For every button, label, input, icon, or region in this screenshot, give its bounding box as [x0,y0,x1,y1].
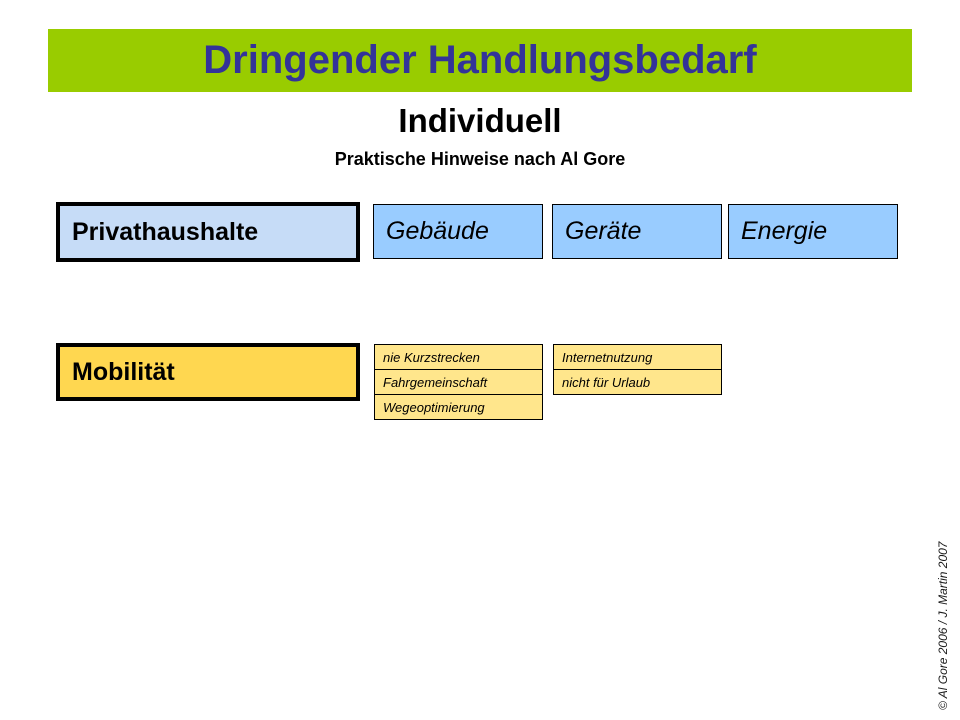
mobility-hints-column-1 [374,344,543,420]
item-box-gebaeude: Gebäude [373,204,543,259]
hint-box-internetnutzung: Internetnutzung [553,344,722,370]
slide-subtitle: Individuell [398,102,562,139]
mobility-hints-column-2 [553,344,722,395]
category-box-privathaushalte: Privathaushalte [56,202,360,262]
hint-box-wegeoptimierung: Wegeoptimierung [374,394,543,420]
copyright-note: © Al Gore 2006 / J. Martin 2007 [936,541,950,710]
title-banner [48,29,912,92]
slide-tagline: Praktische Hinweise nach Al Gore [334,149,626,169]
slide-title: Dringender Handlungsbedarf [203,38,757,82]
category-box-mobilitaet: Mobilität [56,343,360,401]
item-box-geraete: Geräte [552,204,722,259]
hint-box-nie-kurzstrecken: nie Kurzstrecken [374,344,543,370]
hint-box-fahrgemeinschaft: Fahrgemeinschaft [374,369,543,395]
item-box-energie: Energie [728,204,898,259]
hint-box-nicht-fuer-urlaub: nicht für Urlaub [553,369,722,395]
